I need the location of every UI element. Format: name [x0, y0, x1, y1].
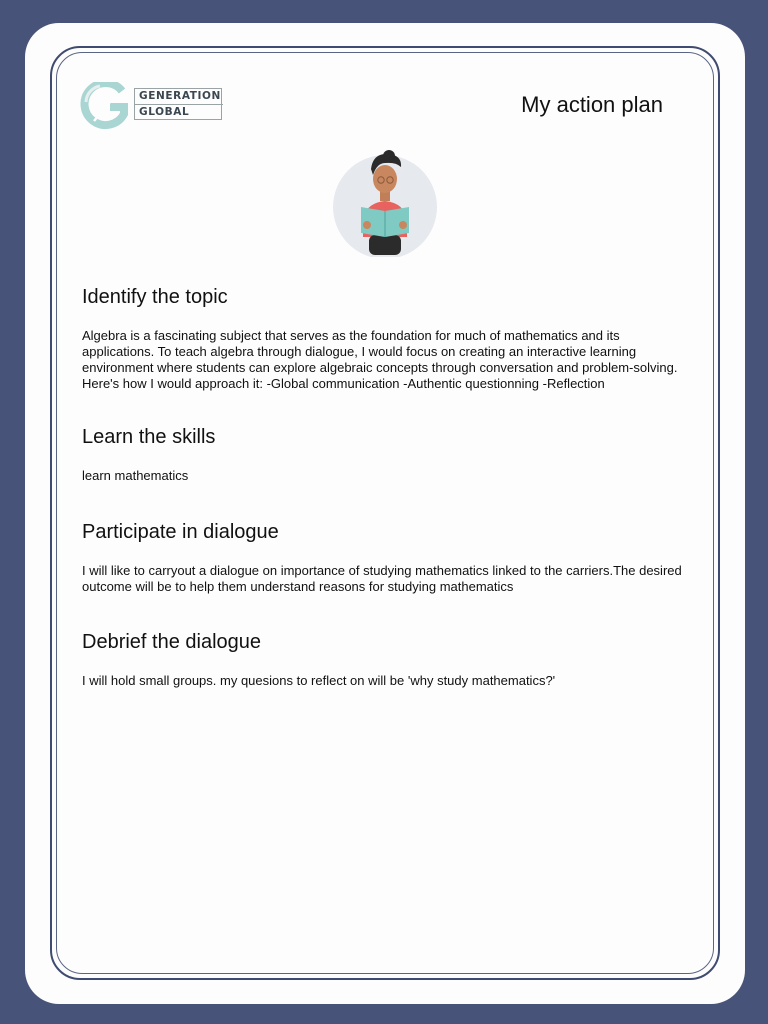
section-body: learn mathematics [82, 468, 189, 483]
section-participate-dialogue [82, 520, 686, 595]
reader-avatar-icon [333, 145, 437, 257]
section-body: I will hold small groups. my quesions to reflect on will be 'why study mathematics?' [82, 673, 556, 688]
logo-line-1: GENERATION [135, 89, 223, 105]
section-heading: Identify the topic [82, 286, 228, 308]
logo-wordmark [134, 88, 222, 120]
page-title: My action plan [521, 92, 663, 117]
section-heading: Debrief the dialogue [82, 631, 262, 653]
section-identify-topic [82, 285, 686, 392]
logo-line-2: GLOBAL [139, 106, 190, 118]
section-body: I will like to carryout a dialogue on importance of studying mathematics linked to the carriers.The desired outcome will be to help them understand reasons for studying mathematics [82, 563, 682, 594]
section-debrief-dialogue [82, 630, 686, 689]
section-body: Algebra is a fascinating subject that serves as the foundation for much of mathematics and its applications. To teach algebra through dialogue, I would focus on creating an interactive learning environment where students can explore algebraic concepts through conversation and problem-solving. Here's how I would approach it: -Global communication -Authentic questionning -Reflection [82, 328, 678, 391]
section-learn-skills [82, 425, 686, 484]
section-heading: Participate in dialogue [82, 521, 279, 543]
section-heading: Learn the skills [82, 426, 216, 448]
